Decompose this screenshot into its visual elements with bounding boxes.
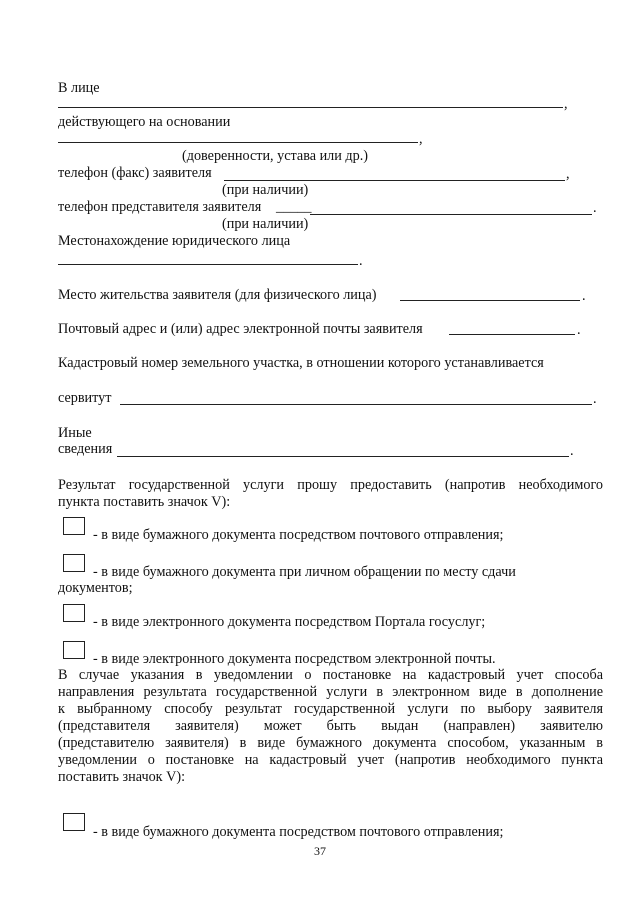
punctuation: , [419,131,423,147]
punctuation: , [566,166,570,182]
punctuation: . [359,253,363,269]
option-email-checkbox[interactable] [63,641,85,659]
legal-location-field[interactable] [58,264,358,265]
punctuation: . [570,443,574,459]
postal-field[interactable] [449,334,575,335]
representative-phone-label: телефон представителя заявителя [58,199,262,215]
acting-basis-label: действующего на основании [58,114,231,130]
additional-note: В случае указания в уведомлении о постановке на кадастровый учет способа направления результата государственной услуги в электронном виде в дополнение к выбранному способу результат государственной услуги по выбору заявителя (представителя заявителя) может быть выдан (направлен) заявителю (представителю заявителя) в виде бумажного документа способом, указанным в уведомлении о постановке на кадастровый учет (напротив необходимого пункта поставить значок V): [58,667,603,785]
applicant-phone-label: телефон (факс) заявителя [58,165,212,181]
other-label-2: сведения [58,441,113,457]
final-option-paper-mail-label: - в виде бумажного документа посредством почтового отправления; [93,824,504,840]
option-portal-label: - в виде электронного документа посредством Портала госуслуг; [93,614,486,630]
applicant-phone-hint: (при наличии) [222,182,309,198]
acting-basis-field[interactable] [58,142,418,143]
servitude-field[interactable] [120,404,592,405]
option-paper-in-person-checkbox[interactable] [63,554,85,572]
punctuation: . [593,200,597,216]
representative-phone-hint: (при наличии) [222,216,309,232]
postal-label: Почтовый адрес и (или) адрес электронной почты заявителя [58,321,423,337]
other-label: Иные [58,425,92,441]
result-intro: Результат государственной услуги прошу предоставить (напротив необходимого пункта поставить значок V): [58,477,603,510]
option-portal-checkbox[interactable] [63,604,85,622]
punctuation: , [564,96,568,112]
option-paper-in-person-continuation: документов; [58,580,133,596]
applicant-phone-field[interactable] [224,180,565,181]
legal-location-label: Местонахождение юридического лица [58,233,291,249]
option-paper-mail-checkbox[interactable] [63,517,85,535]
page-number: 37 [314,844,326,858]
other-field[interactable] [117,456,569,457]
representative-phone-prefix: _____ [276,199,312,215]
residence-field[interactable] [400,300,580,301]
option-email-label: - в виде электронного документа посредством электронной почты. [93,651,496,667]
option-paper-mail-label: - в виде бумажного документа посредством почтового отправления; [93,527,504,543]
punctuation: . [582,288,586,304]
in-person-field[interactable] [58,107,563,108]
in-person-label: В лице [58,80,100,96]
option-paper-in-person-label: - в виде бумажного документа при личном обращении по месту сдачи [93,564,516,580]
punctuation: . [593,391,597,407]
final-option-paper-mail-checkbox[interactable] [63,813,85,831]
basis-hint: (доверенности, устава или др.) [182,148,368,164]
cadastral-label: Кадастровый номер земельного участка, в отношении которого устанавливается [58,355,544,371]
residence-label: Место жительства заявителя (для физического лица) [58,287,377,303]
punctuation: . [577,322,581,338]
representative-phone-field[interactable] [310,214,592,215]
servitude-label: сервитут [58,390,112,406]
